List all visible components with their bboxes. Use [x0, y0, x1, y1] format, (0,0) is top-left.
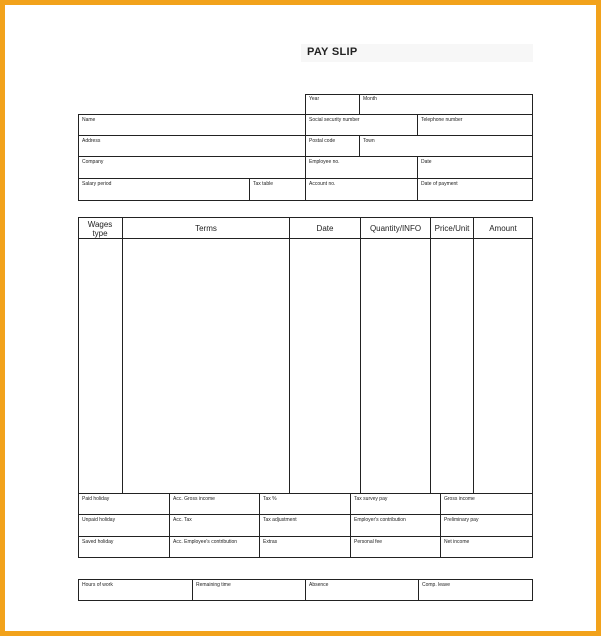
gross-income-label: Gross income: [444, 496, 475, 502]
remaining-time-field[interactable]: [192, 579, 306, 601]
extras-label: Extras: [263, 539, 278, 545]
acc-employers-contribution-field[interactable]: [169, 536, 260, 558]
employee-no-label: Employee no.: [309, 159, 340, 165]
date-of-payment-label: Date of payment: [421, 181, 458, 187]
preliminary-pay-label: Preliminary pay: [444, 517, 479, 523]
year-label: Year: [309, 96, 320, 102]
saved-holiday-label: Saved holiday: [82, 539, 114, 545]
tax-pct-label: Tax %: [263, 496, 277, 502]
employers-contribution-label: Employer's contribution: [354, 517, 406, 523]
salary-period-label: Salary period: [82, 181, 112, 187]
comp-leave-field[interactable]: [418, 579, 533, 601]
date-label: Date: [421, 159, 432, 165]
col-header-wages-type: Wages type: [87, 219, 113, 238]
tax-survey-pay-field[interactable]: [350, 493, 441, 515]
paid-holiday-label: Paid holiday: [82, 496, 110, 502]
company-label: Company: [82, 159, 104, 165]
items-col-divider-3: [360, 218, 361, 493]
name-label: Name: [82, 117, 96, 123]
year-field[interactable]: [305, 94, 360, 115]
tax-adjustment-label: Tax adjustment: [263, 517, 297, 523]
tax-table-label: Tax table: [253, 181, 274, 187]
saved-holiday-field[interactable]: [78, 536, 170, 558]
col-header-terms: Terms: [195, 224, 217, 233]
col-header-quantity: Quantity/INFO: [369, 224, 422, 233]
paid-holiday-field[interactable]: [78, 493, 170, 515]
unpaid-holiday-label: Unpaid holiday: [82, 517, 116, 523]
items-table: [78, 217, 533, 494]
month-label: Month: [363, 96, 377, 102]
name-field[interactable]: [78, 114, 306, 136]
account-no-field[interactable]: [305, 178, 418, 201]
postal-code-field[interactable]: [305, 135, 360, 157]
social-security-field[interactable]: [305, 114, 418, 136]
extras-field[interactable]: [259, 536, 351, 558]
page-title: PAY SLIP: [307, 46, 358, 58]
col-header-price: Price/Unit: [434, 224, 470, 233]
social-security-label: Social security number: [309, 117, 360, 123]
acc-tax-field[interactable]: [169, 514, 260, 537]
tax-table-field[interactable]: [249, 178, 306, 201]
absence-label: Absence: [309, 582, 329, 588]
address-label: Address: [82, 138, 101, 144]
personal-fee-label: Personal fee: [354, 539, 383, 545]
absence-field[interactable]: [305, 579, 419, 601]
items-col-divider-2: [289, 218, 290, 493]
acc-employers-contribution-label: Acc. Employee's contribution: [173, 539, 238, 545]
preliminary-pay-field[interactable]: [440, 514, 533, 537]
remaining-time-label: Remaining time: [196, 582, 231, 588]
net-income-label: Net income: [444, 539, 470, 545]
items-col-divider-4: [430, 218, 431, 493]
company-field[interactable]: [78, 156, 306, 179]
telephone-label: Telephone number: [421, 117, 463, 123]
items-col-divider-5: [473, 218, 474, 493]
salary-period-field[interactable]: [78, 178, 250, 201]
employers-contribution-field[interactable]: [350, 514, 441, 537]
town-label: Town: [363, 138, 375, 144]
acc-tax-label: Acc. Tax: [173, 517, 192, 523]
month-field[interactable]: [359, 94, 533, 115]
telephone-field[interactable]: [417, 114, 533, 136]
employee-no-field[interactable]: [305, 156, 418, 179]
tax-survey-pay-label: Tax survey pay: [354, 496, 388, 502]
personal-fee-field[interactable]: [350, 536, 441, 558]
hours-of-work-field[interactable]: [78, 579, 193, 601]
acc-gross-income-field[interactable]: [169, 493, 260, 515]
items-header-divider: [79, 238, 532, 239]
net-income-field[interactable]: [440, 536, 533, 558]
hours-of-work-label: Hours of work: [82, 582, 113, 588]
items-col-divider-1: [122, 218, 123, 493]
date-field[interactable]: [417, 156, 533, 179]
col-header-amount: Amount: [489, 224, 517, 233]
postal-code-label: Postal code: [309, 138, 336, 144]
tax-adjustment-field[interactable]: [259, 514, 351, 537]
date-of-payment-field[interactable]: [417, 178, 533, 201]
col-header-date: Date: [316, 224, 334, 233]
town-field[interactable]: [359, 135, 533, 157]
tax-pct-field[interactable]: [259, 493, 351, 515]
address-field[interactable]: [78, 135, 306, 157]
unpaid-holiday-field[interactable]: [78, 514, 170, 537]
account-no-label: Account no.: [309, 181, 336, 187]
comp-leave-label: Comp. leave: [422, 582, 451, 588]
gross-income-field[interactable]: [440, 493, 533, 515]
acc-gross-income-label: Acc. Gross income: [173, 496, 215, 502]
